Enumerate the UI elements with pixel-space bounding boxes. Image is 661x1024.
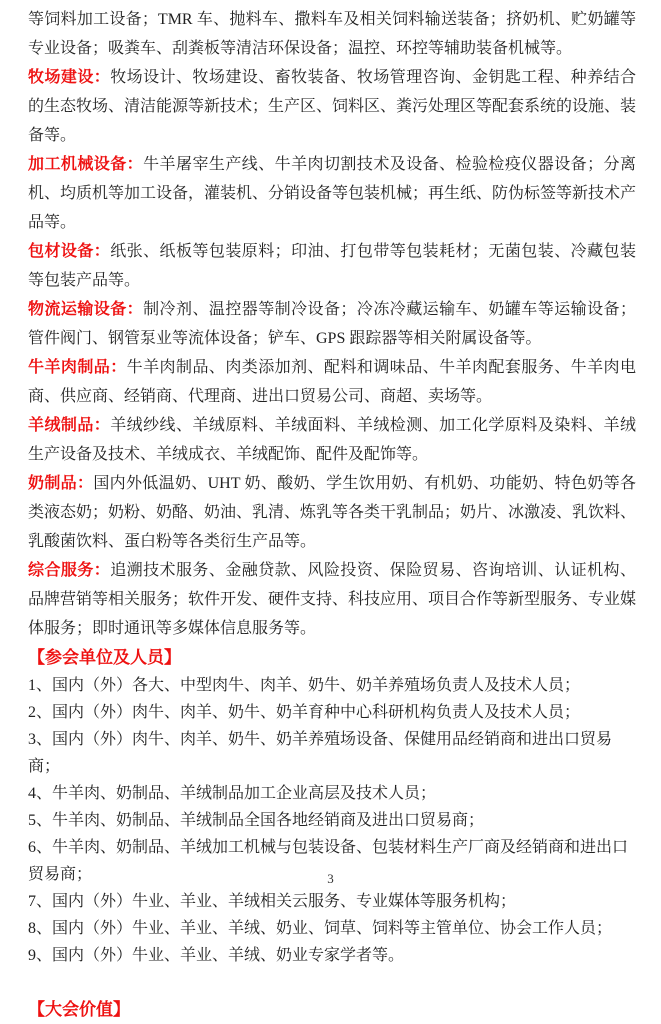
category-cashmere-products <box>28 411 636 469</box>
attendee-item-9: 9、国内（外）牛业、羊业、羊绒、奶业专家学者等。 <box>28 947 405 964</box>
attendee-item-6: 6、牛羊肉、奶制品、羊绒加工机械与包装设备、包装材料生产厂商及经销商和进出口贸易商； <box>28 839 629 883</box>
paragraph-feed-equipment-continuation: 等饲料加工设备；TMR 车、抛料车、撒料车及相关饲料输送装备；挤奶机、贮奶罐等专业设备；吸粪车、刮粪板等清洁环保设备；温控、环控等辅助装备机械等。 <box>28 11 636 57</box>
category-label-dairy-products: 奶制品： <box>28 475 94 492</box>
category-text-cashmere-products: 羊绒纱线、羊绒原料、羊绒面料、羊绒检测、加工化学原料及染料、羊绒生产设备及技术、羊绒成衣、羊绒配饰、配件及配饰等。 <box>28 417 636 463</box>
category-text-packaging-materials: 纸张、纸板等包装原料；印油、打包带等包装耗材；无菌包装、冷藏包装等包装产品等。 <box>28 243 636 289</box>
category-beef-mutton-products <box>28 353 636 411</box>
value-section-heading: 【大会价值】 <box>28 1000 130 1019</box>
attendee-item-1: 1、国内（外）各大、中型肉牛、肉羊、奶牛、奶羊养殖场负责人及技术人员； <box>28 677 581 694</box>
category-label-pasture-construction: 牧场建设： <box>28 69 111 86</box>
category-text-processing-machinery: 牛羊屠宰生产线、牛羊肉切割技术及设备、检验检疫仪器设备；分离机、均质机等加工设备，灌装机、分销设备等包装机械；再生纸、防伪标签等新技术产品等。 <box>28 156 637 231</box>
category-text-logistics-transport: 制冷剂、温控器等制冷设备；冷冻冷藏运输车、奶罐车等运输设备；管件阀门、钢管泵业等流体设备；铲车、GPS 跟踪器等相关附属设备等。 <box>28 301 636 347</box>
category-pasture-construction <box>28 63 636 150</box>
category-text-dairy-products: 国内外低温奶、UHT 奶、酸奶、学生饮用奶、有机奶、功能奶、特色奶等各类液态奶；奶粉、奶酪、奶油、乳清、炼乳等各类干乳制品；奶片、冰激凌、乳饮料、乳酸菌饮料、蛋白粉等各类衍生产品等。 <box>28 475 637 550</box>
attendee-item-5: 5、牛羊肉、奶制品、羊绒制品全国各地经销商及进出口贸易商； <box>28 812 485 829</box>
category-processing-machinery <box>28 150 636 237</box>
attendee-item-8: 8、国内（外）牛业、羊业、羊绒、奶业、饲草、饲料等主管单位、协会工作人员； <box>28 920 613 937</box>
attendee-item-7: 7、国内（外）牛业、羊业、羊绒相关云服务、专业媒体等服务机构； <box>28 893 517 910</box>
category-label-logistics-transport: 物流运输设备： <box>28 301 144 318</box>
category-dairy-products <box>28 469 636 556</box>
page-number: 3 <box>327 871 334 886</box>
category-label-comprehensive-services: 综合服务： <box>28 562 111 579</box>
category-logistics-transport <box>28 295 636 353</box>
attendee-item-3: 3、国内（外）肉牛、肉羊、奶牛、奶羊养殖场设备、保健用品经销商和进出口贸易商； <box>28 731 613 775</box>
attendees-section-heading: 【参会单位及人员】 <box>28 648 181 667</box>
category-text-beef-mutton-products: 牛羊肉制品、肉类添加剂、配料和调味品、牛羊肉配套服务、牛羊肉电商、供应商、经销商、代理商、进出口贸易公司、商超、卖场等。 <box>28 359 636 405</box>
category-packaging-materials <box>28 237 636 295</box>
category-text-comprehensive-services: 追溯技术服务、金融贷款、风险投资、保险贸易、咨询培训、认证机构、品牌营销等相关服务；软件开发、硬件支持、科技应用、项目合作等新型服务、专业媒体服务；即时通讯等多媒体信息服务等。 <box>28 562 637 637</box>
category-label-beef-mutton-products: 牛羊肉制品： <box>28 359 127 376</box>
category-label-packaging-materials: 包材设备： <box>28 243 111 260</box>
category-text-pasture-construction: 牧场设计、牧场建设、畜牧装备、牧场管理咨询、金钥匙工程、种养结合的生态牧场、清洁能源等新技术；生产区、饲料区、粪污处理区等配套系统的设施、装备等。 <box>28 69 637 144</box>
category-comprehensive-services <box>28 556 636 643</box>
attendee-item-4: 4、牛羊肉、奶制品、羊绒制品加工企业高层及技术人员； <box>28 785 437 802</box>
attendee-item-2: 2、国内（外）肉牛、肉羊、奶牛、奶羊育种中心科研机构负责人及技术人员； <box>28 704 581 721</box>
category-label-processing-machinery: 加工机械设备： <box>28 156 144 173</box>
category-label-cashmere-products: 羊绒制品： <box>28 417 111 434</box>
